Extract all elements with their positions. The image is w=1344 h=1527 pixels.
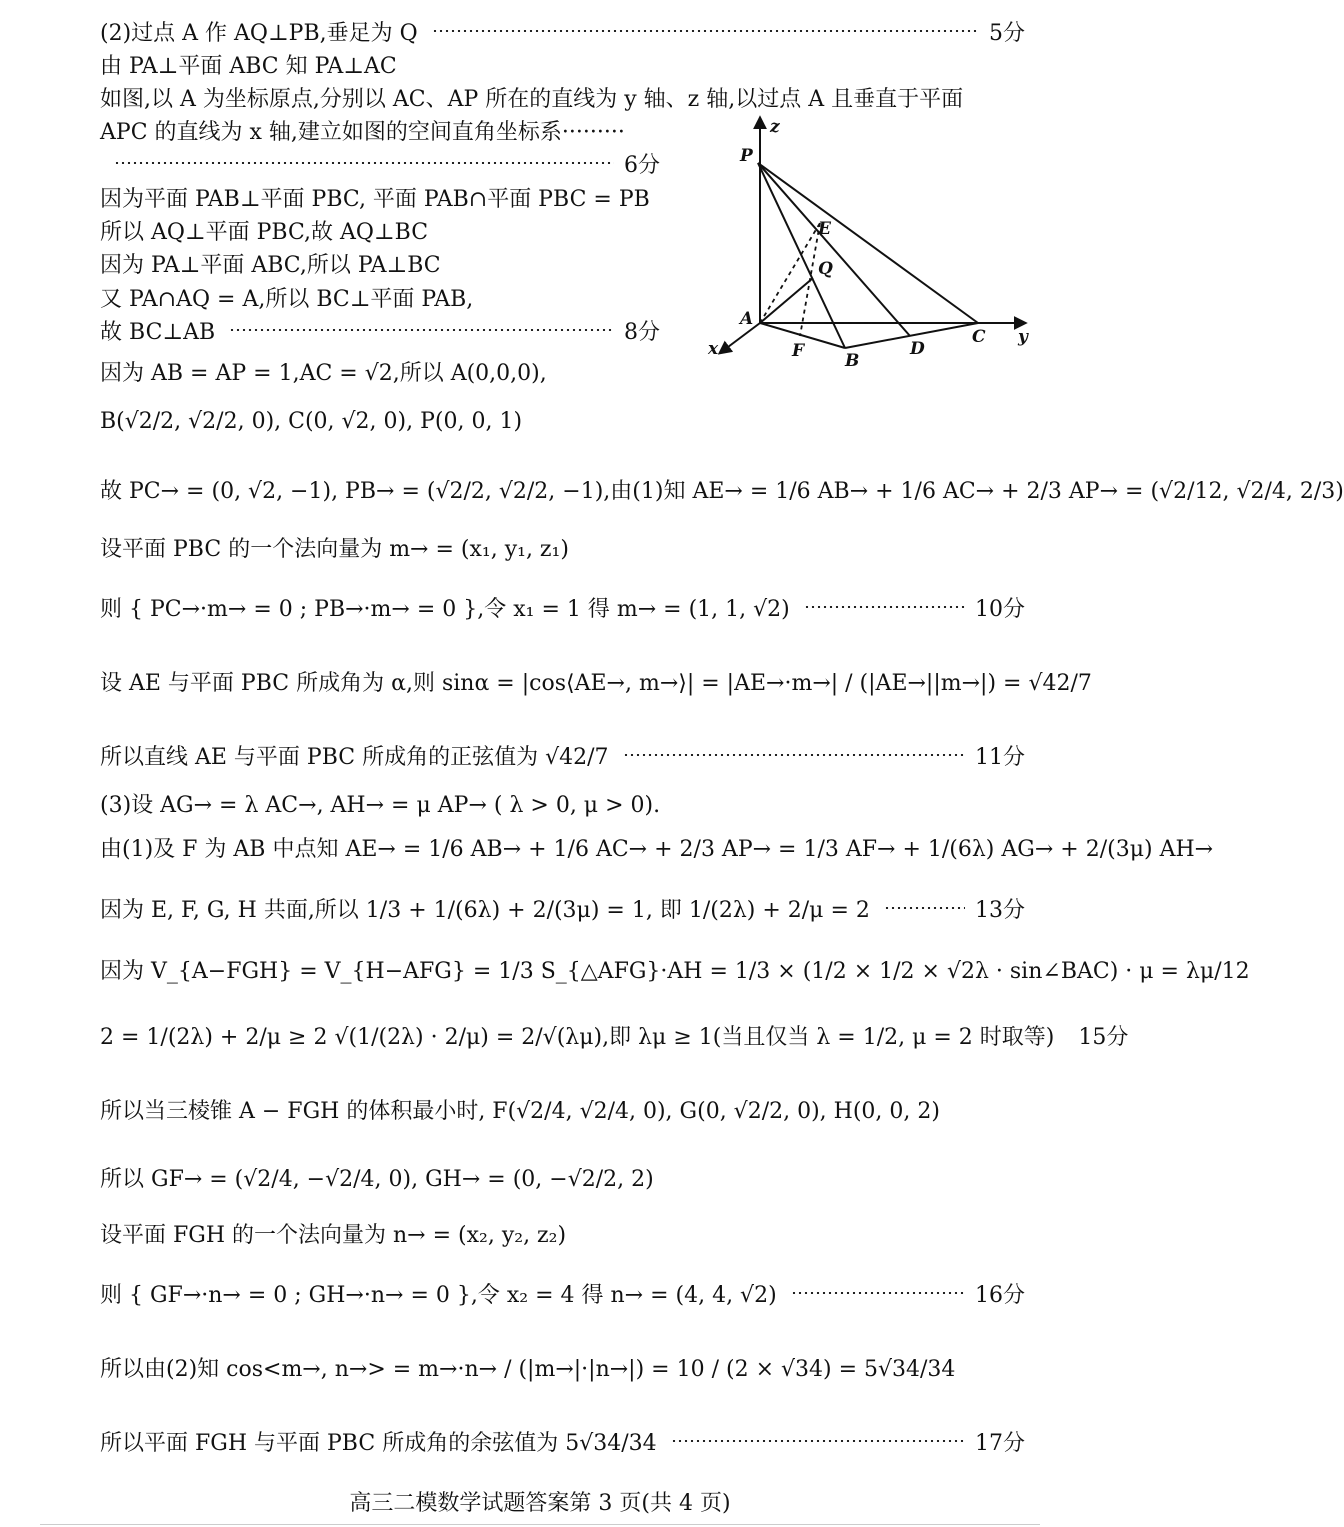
line-text: 因为 E, F, G, H 共面,所以 1/3 + 1/(6λ) + 2/(3μ) = 1, 即 1/(2λ) + 2/μ = 2 — [100, 897, 870, 923]
solution-line — [100, 47, 1025, 81]
leader-dots — [804, 606, 965, 608]
solution-line — [100, 891, 1025, 925]
leader-dots — [671, 1440, 965, 1442]
solution-line — [100, 313, 660, 347]
page-footer: 高三二模数学试题答案第 3 页(共 4 页) — [349, 1491, 731, 1516]
edge-PD — [758, 163, 910, 336]
leader-dots — [791, 1292, 965, 1294]
score-mark: 8分 — [624, 319, 660, 345]
score-mark: 5分 — [989, 20, 1025, 46]
edge-AQ — [760, 278, 813, 323]
line-text: 所以直线 AE 与平面 PBC 所成角的正弦值为 √42/7 — [100, 744, 609, 770]
line-text: 因为平面 PAB⊥平面 PBC, 平面 PAB∩平面 PBC = PB — [100, 186, 650, 212]
line-text: 所以由(2)知 cos<m→, n→> = m→·n→ / (|m→|·|n→|) = 10 / (2 × √34) = 5√34/34 — [100, 1356, 956, 1382]
solution-line — [100, 952, 1250, 986]
label-z: z — [770, 117, 780, 137]
line-text: 设 AE 与平面 PBC 所成角为 α,则 sinα = |cos⟨AE→, m→⟩| = |AE→·m→| / (|AE→||m→|) = √42/7 — [100, 670, 1092, 696]
score-mark: 10分 — [975, 596, 1025, 622]
solution-line — [100, 830, 1214, 864]
label-E: E — [818, 219, 831, 239]
line-text: 则 { PC→·m→ = 0 ; PB→·m→ = 0 },令 x₁ = 1 得 m→ = (1, 1, √2) — [100, 596, 790, 622]
line-text: 因为 AB = AP = 1,AC = √2,所以 A(0,0,0), — [100, 360, 547, 386]
line-text: 由 PA⊥平面 ABC 知 PA⊥AC — [100, 53, 397, 79]
label-y: y — [1018, 327, 1028, 347]
line-text: APC 的直线为 x 轴,建立如图的空间直角坐标系········· — [100, 119, 625, 145]
solution-line — [100, 738, 1025, 772]
solution-line — [100, 1216, 1025, 1250]
footer-rule — [40, 1524, 1040, 1525]
line-text: 所以 AQ⊥平面 PBC,故 AQ⊥BC — [100, 219, 429, 245]
score-mark: 6分 — [624, 152, 660, 178]
solution-line — [100, 1350, 1025, 1384]
line-text: 所以当三棱锥 A − FGH 的体积最小时, F(√2/4, √2/4, 0), G(0, √2/2, 0), H(0, 0, 2) — [100, 1098, 940, 1124]
line-text: 2 = 1/(2λ) + 2/μ ≥ 2 √(1/(2λ) · 2/μ) = 2/√(λμ),即 λμ ≥ 1(当且仅当 λ = 1/2, μ = 2 时取等) — [100, 1024, 1055, 1050]
score-mark: 16分 — [975, 1282, 1025, 1308]
pyramid-diagram — [700, 108, 1040, 378]
label-F: F — [792, 341, 805, 361]
leader-dots — [114, 162, 614, 164]
solution-line — [100, 1160, 1025, 1194]
solution-line — [100, 1276, 1025, 1310]
line-text: 如图,以 A 为坐标原点,分别以 AC、AP 所在的直线为 y 轴、z 轴,以过点 A 且垂直于平面 — [100, 86, 964, 112]
label-x: x — [708, 339, 719, 359]
label-D: D — [910, 339, 925, 359]
line-text: 由(1)及 F 为 AB 中点知 AE→ = 1/6 AB→ + 1/6 AC→ + 2/3 AP→ = 1/3 AF→ + 1/(6λ) AG→ + 2/(3μ) AH→ — [100, 836, 1214, 862]
solution-line — [100, 1018, 1129, 1052]
solution-line — [100, 146, 660, 180]
solution-line — [100, 664, 1092, 698]
score-mark: 11分 — [975, 744, 1025, 770]
label-A: A — [740, 309, 754, 329]
solution-line — [100, 404, 1025, 438]
solution-line — [100, 472, 1344, 506]
label-C: C — [972, 327, 986, 347]
line-text: 所以平面 FGH 与平面 PBC 所成角的余弦值为 5√34/34 — [100, 1430, 657, 1456]
line-text: 则 { GF→·n→ = 0 ; GH→·n→ = 0 },令 x₂ = 4 得 n→ = (4, 4, √2) — [100, 1282, 777, 1308]
solution-line — [100, 530, 1025, 564]
line-text: 因为 PA⊥平面 ABC,所以 PA⊥BC — [100, 252, 441, 278]
solution-line — [100, 1092, 1025, 1126]
score-mark: 13分 — [975, 897, 1025, 923]
line-text: 设平面 PBC 的一个法向量为 m→ = (x₁, y₁, z₁) — [100, 536, 569, 562]
edge-PC — [758, 163, 978, 323]
solution-line — [100, 1424, 1025, 1458]
score-mark: 17分 — [975, 1430, 1025, 1456]
leader-dots — [229, 329, 614, 331]
leader-dots — [432, 30, 979, 32]
leader-dots — [884, 907, 965, 909]
line-text: 故 BC⊥AB — [100, 319, 216, 345]
label-Q: Q — [818, 259, 833, 279]
leader-dots — [623, 754, 965, 756]
line-text: (3)设 AG→ = λ AC→, AH→ = μ AP→ ( λ > 0, μ > 0). — [100, 792, 661, 818]
line-text: 所以 GF→ = (√2/4, −√2/4, 0), GH→ = (0, −√2/2, 2) — [100, 1166, 654, 1192]
solution-line — [100, 786, 1025, 820]
line-text: B(√2/2, √2/2, 0), C(0, √2, 0), P(0, 0, 1) — [100, 408, 523, 434]
solution-line — [100, 14, 1025, 48]
score-mark: 15分 — [1078, 1024, 1129, 1050]
solution-line — [100, 590, 1025, 624]
edge-PB — [758, 163, 845, 348]
line-text: 设平面 FGH 的一个法向量为 n→ = (x₂, y₂, z₂) — [100, 1222, 567, 1248]
label-B: B — [845, 351, 860, 371]
line-text: 又 PA∩AQ = A,所以 BC⊥平面 PAB, — [100, 286, 474, 312]
line-text: 因为 V_{A−FGH} = V_{H−AFG} = 1/3 S_{△AFG}·AH = 1/3 × (1/2 × 1/2 × √2λ · sin∠BAC) · μ = λμ/12 — [100, 958, 1250, 984]
label-P: P — [740, 146, 753, 166]
line-text: 故 PC→ = (0, √2, −1), PB→ = (√2/2, √2/2, −1),由(1)知 AE→ = 1/6 AB→ + 1/6 AC→ + 2/3 AP→ = (√2/12, √2/4, 2/3) — [100, 478, 1344, 504]
line-text: (2)过点 A 作 AQ⊥PB,垂足为 Q — [100, 20, 418, 46]
coordinate-figure — [700, 108, 1040, 378]
